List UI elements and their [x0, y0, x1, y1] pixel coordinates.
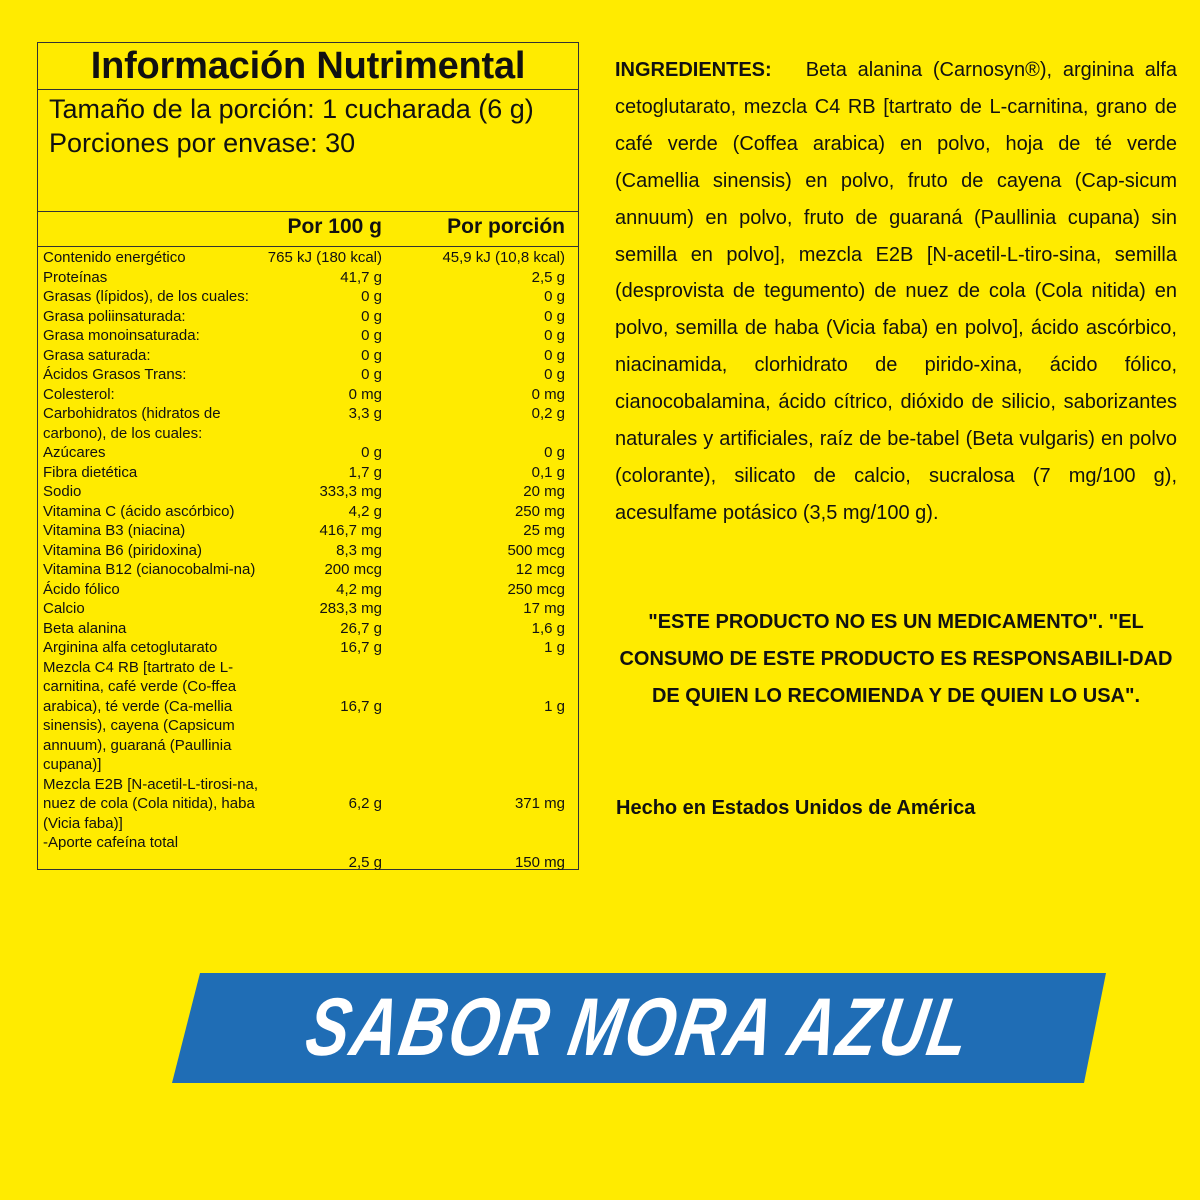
nutrient-label: Calcio: [43, 600, 85, 617]
nutrient-label: Mezcla E2B [N-acetil-L-tirosi-na, nuez de cola (Cola nitida), haba (Vicia faba)]: [43, 775, 259, 832]
nutrient-per100: 0 g: [361, 307, 382, 325]
nutrient-label: -Aporte cafeína total: [43, 834, 179, 851]
nutrient-row: [38, 463, 578, 483]
col-perserving-header: Por porción: [447, 215, 565, 238]
nutrient-label: Grasa saturada:: [43, 346, 151, 364]
nutrient-perserving: 25 mg: [523, 522, 565, 539]
nutrient-row: [38, 658, 578, 775]
nutrient-per100: 26,7 g: [340, 619, 382, 637]
nutrient-label: Sodio: [43, 483, 82, 500]
nutrient-label: Vitamina C (ácido ascórbico): [43, 502, 235, 520]
nutrient-row: [38, 268, 578, 288]
nutrient-perserving: 0 g: [544, 346, 565, 364]
nutrient-label: Vitamina B6 (piridoxina): [43, 541, 202, 559]
nutrient-row: [38, 580, 578, 600]
nutrient-rows: [38, 247, 578, 871]
nutrient-perserving: 1 g: [544, 697, 565, 715]
nutrient-per100: 283,3 mg: [319, 600, 382, 617]
nutrient-perserving: 1,6 g: [531, 619, 565, 637]
nutrient-row: [38, 560, 578, 580]
flavor-text: SABOR MORA AZUL: [299, 982, 979, 1073]
nutrient-perserving: 17 mg: [523, 600, 565, 617]
nutrient-perserving: 2,5 g: [531, 268, 565, 286]
nutrient-per100: 4,2 mg: [336, 580, 382, 598]
nutrient-per100: 16,7 g: [340, 639, 382, 656]
nutrient-label: Azúcares: [43, 444, 106, 461]
serving-size: Tamaño de la porción: 1 cucharada (6 g): [49, 94, 534, 124]
nutrient-perserving: 150 mg: [514, 853, 565, 871]
nutrient-row: [38, 346, 578, 366]
nutrient-label: Grasa poliinsaturada:: [43, 307, 186, 325]
flavor-banner: [172, 973, 1106, 1083]
ingredients-block: [615, 52, 1177, 532]
nutrient-row: [38, 619, 578, 639]
col-per100-header: Por 100 g: [287, 215, 382, 238]
nutrient-label: Ácidos Grasos Trans:: [43, 366, 187, 383]
nutrient-perserving: 0 g: [544, 327, 565, 344]
nutrient-row: [38, 638, 578, 658]
ingredients-title: INGREDIENTES:: [615, 59, 772, 81]
nutrient-label: Vitamina B12 (cianocobalmi-na): [43, 561, 256, 578]
nutrient-row: [38, 541, 578, 561]
nutrient-perserving: 1 g: [544, 639, 565, 656]
nutrient-row: [38, 365, 578, 385]
legal-warning: "ESTE PRODUCTO NO ES UN MEDICAMENTO". "EL CONSUMO DE ESTE PRODUCTO ES RESPONSABILI-DAD DE QUIEN LO RECOMIENDA Y DE QUIEN LO USA".: [619, 611, 1173, 707]
nutrient-per100: 0 g: [361, 444, 382, 461]
nutrient-perserving: 500 mcg: [507, 541, 565, 559]
nutrient-row: [38, 833, 578, 871]
nutrient-label: Vitamina B3 (niacina): [43, 522, 186, 539]
nutrient-per100: 16,7 g: [340, 697, 382, 715]
nutrient-perserving: 250 mg: [514, 502, 565, 520]
nutrient-perserving: 0 g: [544, 444, 565, 461]
nutrient-perserving: 0,1 g: [531, 463, 565, 481]
nutrient-label: Grasa monoinsaturada:: [43, 327, 200, 344]
nutrient-per100: 765 kJ (180 kcal): [267, 249, 382, 266]
made-in-label: Hecho en Estados Unidos de América: [616, 797, 976, 819]
nutrient-label: Beta alanina: [43, 619, 127, 637]
nutrient-label: Colesterol:: [43, 385, 115, 403]
nutrient-per100: 0 g: [361, 288, 382, 305]
nutrient-row: [38, 775, 578, 834]
nutrient-per100: 3,3 g: [348, 405, 382, 422]
nutrient-label: Mezcla C4 RB [tartrato de L-carnitina, café verde (Co-ffea arabica), té verde (Ca-mellia sinensis), cayena (Capsicum annuum), guaraná (Paullinia cupana)]: [43, 658, 237, 773]
nutrition-title: Información Nutrimental: [38, 43, 578, 90]
nutrient-per100: 6,2 g: [348, 795, 382, 812]
nutrient-row: [38, 599, 578, 619]
nutrient-row: [38, 482, 578, 502]
nutrient-label: Contenido energético: [43, 249, 186, 266]
nutrient-per100: 4,2 g: [348, 502, 382, 520]
nutrient-row: [38, 307, 578, 327]
nutrient-row: [38, 502, 578, 522]
nutrient-label: Proteínas: [43, 268, 108, 286]
nutrient-perserving: 0 g: [544, 307, 565, 325]
nutrient-row: [38, 326, 578, 346]
nutrient-per100: 41,7 g: [340, 268, 382, 286]
nutrient-per100: 0 mg: [348, 385, 382, 403]
nutrient-perserving: 371 mg: [514, 795, 565, 812]
nutrient-row: [38, 443, 578, 463]
nutrient-per100: 0 g: [361, 327, 382, 344]
nutrient-row: [38, 248, 578, 268]
nutrient-perserving: 0,2 g: [531, 405, 565, 422]
nutrient-label: Ácido fólico: [43, 580, 120, 598]
nutrient-perserving: 0 g: [544, 288, 565, 305]
nutrient-per100: 200 mcg: [324, 561, 382, 578]
nutrient-per100: 0 g: [361, 366, 382, 383]
nutrient-per100: 2,5 g: [348, 853, 382, 871]
nutrient-perserving: 0 mg: [531, 385, 565, 403]
nutrition-facts-panel: [37, 42, 579, 870]
column-header: [38, 211, 578, 247]
nutrient-row: [38, 287, 578, 307]
nutrient-perserving: 250 mcg: [507, 580, 565, 598]
nutrient-perserving: 20 mg: [523, 483, 565, 500]
nutrient-label: Grasas (lípidos), de los cuales:: [43, 288, 249, 305]
servings-per-container: Porciones por envase: 30: [49, 128, 356, 158]
nutrient-per100: 333,3 mg: [319, 483, 382, 500]
nutrient-per100: 416,7 mg: [319, 522, 382, 539]
nutrient-row: [38, 521, 578, 541]
nutrient-perserving: 0 g: [544, 366, 565, 383]
nutrient-row: [38, 385, 578, 405]
nutrient-per100: 1,7 g: [348, 463, 382, 481]
nutrient-label: Fibra dietética: [43, 463, 138, 481]
nutrient-per100: 0 g: [361, 346, 382, 364]
ingredients-text: Beta alanina (Carnosyn®), arginina alfa cetoglutarato, mezcla C4 RB [tartrato de L-carnitina, grano de café verde (Coffea arabica) en polvo, hoja de té verde (Camellia sinensis) en polvo, fruto de cayena (Cap-sicum annuum) en polvo, fruto de guaraná (Paullinia cupana) sin semilla en polvo], mezcla E2B [N-acetil-L-tiro-sina, semilla (desprovista de tegumento) de nuez de cola (Cola nitida) en polvo, semilla de haba (Vicia faba) en polvo], ácido ascórbico, niacinamida, clorhidrato de pirido-xina, ácido fólico, cianocobalamina, ácido cítrico, dióxido de silicio, saborizantes naturales y artificiales, raíz de be-tabel (Beta vulgaris) en polvo (colorante), silicato de calcio, sucralosa (7 mg/100 g), acesulfame potásico (3,5 mg/100 g).: [615, 59, 1177, 524]
nutrient-label: Carbohidratos (hidratos de carbono), de los cuales:: [43, 405, 221, 442]
nutrient-label: Arginina alfa cetoglutarato: [43, 639, 218, 656]
nutrient-per100: 8,3 mg: [336, 541, 382, 559]
nutrient-perserving: 12 mcg: [515, 561, 565, 578]
nutrient-perserving: 45,9 kJ (10,8 kcal): [442, 249, 565, 266]
serving-info: [38, 90, 578, 211]
nutrient-row: [38, 404, 578, 443]
